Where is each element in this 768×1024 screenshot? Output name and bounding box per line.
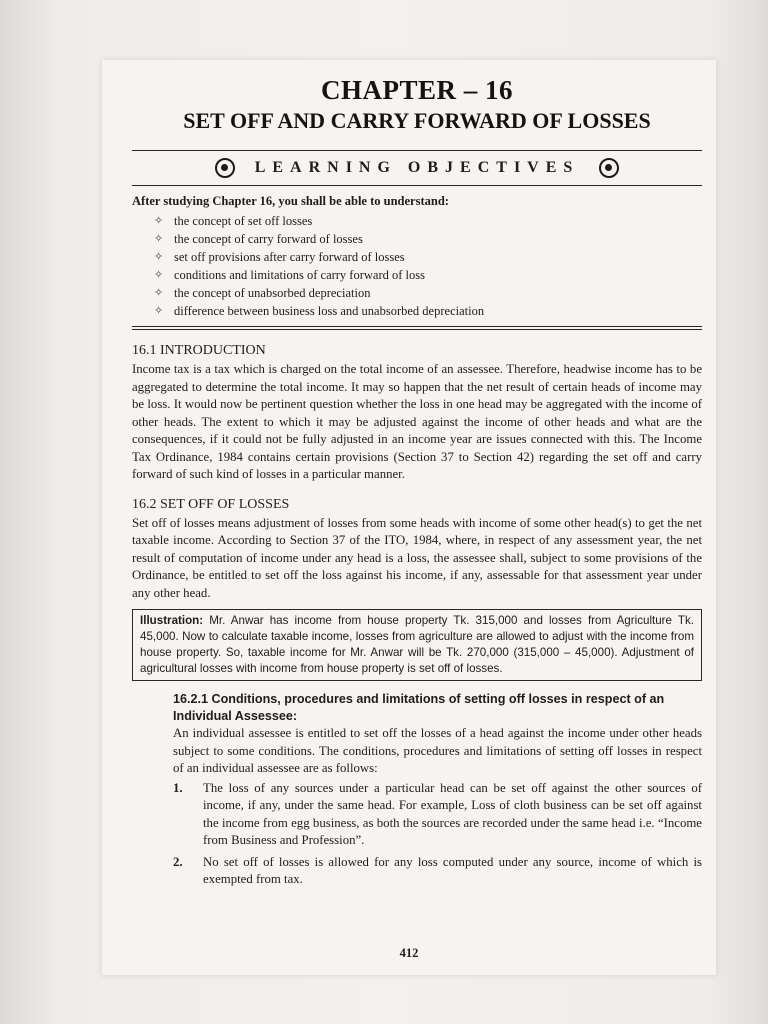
- illustration-label: Illustration:: [140, 614, 204, 627]
- subsection-heading: 16.2.1 Conditions, procedures and limitations of setting off losses in respect of an Individual Assessee:: [173, 692, 665, 723]
- section-heading-set-off: 16.2 SET OFF OF LOSSES: [132, 496, 290, 512]
- introduction-paragraph: Income tax is a tax which is charged on the total income of an assessee. Therefore, headwise income has to be aggregated to determine the total income. It may so happen that the net result of certain heads of income may be loss. It would now be pertinent question whether the loss in one head may be aggregated with the income of other heads. The extent to which it may be adjusted against the income of other heads and what are the consequences, if it could not be fully adjusted in an income year are issues connected with this. The Income Tax Ordinance, 1984 contains certain provisions (Section 37 to Section 42) regarding the set off and carry forward of such kind of losses in a particular manner.: [132, 362, 702, 481]
- illustration-box: [132, 609, 702, 681]
- set-off-paragraph: Set off of losses means adjustment of losses from some heads with income of some other head(s) to get the net taxable income. According to Section 37 of the ITO, 1984, where, in respect of any assessment year, the net result of computation of income under any head is a loss, the assessee shall, subject to some provisions of the Ordinance, be entitled to set off the loss against his income, if any, assessable for that assessment year under any other head.: [132, 515, 702, 600]
- conditions-list: [173, 780, 702, 889]
- bullet-icon: ✧: [154, 305, 164, 317]
- learning-objectives-heading: LEARNING OBJECTIVES: [254, 159, 580, 176]
- subsection-16-2-1: [173, 691, 702, 889]
- book-page: [102, 60, 716, 975]
- bullet-icon: ✧: [154, 287, 164, 299]
- list-item: [173, 854, 702, 889]
- bullet-icon: ✧: [154, 269, 164, 281]
- list-item: ✧ set off provisions after carry forward of losses: [154, 250, 405, 264]
- item-text: The loss of any sources under a particular head can be set off against the other sources of income, if any, under the same head. For example, Loss of cloth business can be set off against the income from egg business, as both the sources are recorded under the same head i.e. “Income from Business and Profession”.: [203, 780, 702, 847]
- page-number: 412: [399, 946, 419, 960]
- list-item: ✧ difference between business loss and unabsorbed depreciation: [154, 304, 485, 318]
- bullseye-icon: [599, 158, 619, 178]
- divider: [132, 329, 702, 330]
- item-text: No set off of losses is allowed for any loss computed under any source, income of which is exempted from tax.: [203, 854, 702, 886]
- list-item: ✧ the concept of carry forward of losses: [154, 232, 363, 246]
- bullet-icon: ✧: [154, 233, 164, 245]
- section-heading-introduction: 16.1 INTRODUCTION: [132, 343, 266, 358]
- bullet-icon: ✧: [154, 215, 164, 227]
- bullet-icon: ✧: [154, 251, 164, 263]
- chapter-title: CHAPTER – 16: [320, 75, 513, 105]
- item-number: 2.: [173, 854, 183, 869]
- illustration-text: Mr. Anwar has income from house property Tk. 315,000 and losses from Agriculture Tk. 45,000. Now to calculate taxable income, losses from agriculture are allowed to adjust with the income from house property. So, taxable income for Mr. Anwar will be Tk. 270,000 (315,000 – 45,000). Adjustment of agricultural losses with income from house property is set off of losses.: [140, 614, 694, 675]
- page-content: [132, 74, 702, 893]
- list-item: ✧ conditions and limitations of carry forward of loss: [154, 268, 425, 282]
- item-number: 1.: [173, 780, 183, 795]
- list-item: [173, 780, 702, 850]
- list-item: ✧ the concept of unabsorbed depreciation: [154, 286, 371, 300]
- bullseye-icon: [215, 158, 235, 178]
- divider: [132, 326, 702, 327]
- chapter-subtitle: SET OFF AND CARRY FORWARD OF LOSSES: [183, 108, 651, 133]
- learning-objectives-banner: [132, 150, 702, 186]
- objectives-list: [132, 212, 702, 320]
- list-item: ✧ the concept of set off losses: [154, 214, 313, 228]
- objectives-intro: After studying Chapter 16, you shall be able to understand:: [132, 194, 449, 208]
- subsection-paragraph: An individual assessee is entitled to set off the losses of a head against the income under other heads subject to some conditions. The conditions, procedures and limitations of setting off losses in respect of an individual assessee are as follows:: [173, 726, 702, 775]
